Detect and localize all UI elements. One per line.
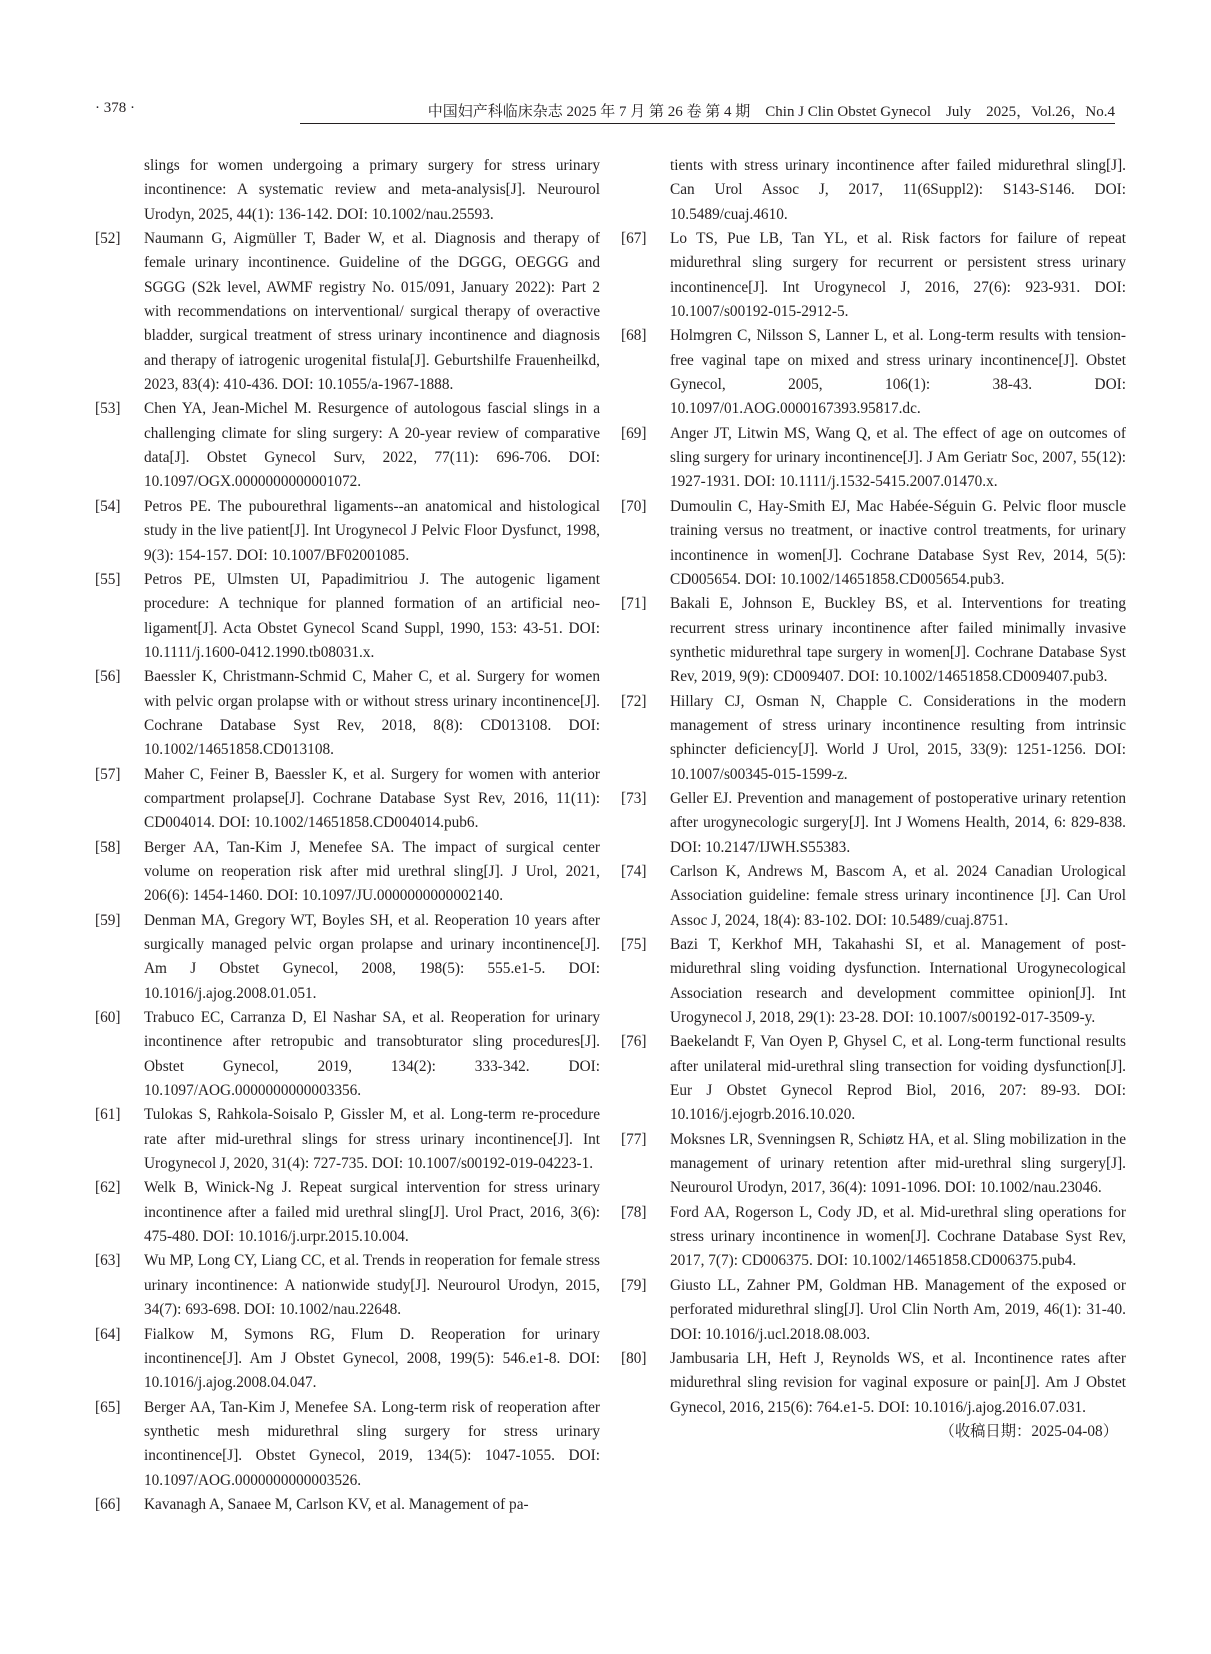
reference-number: [64]: [95, 1325, 121, 1343]
reference-entry: [95, 1006, 600, 1103]
reference-text: Fialkow M, Symons RG, Flum D. Reoperation for urinary incontinence[J]. Am J Obstet Gynecol, 2008, 199(5): 546.e1-8. DOI: 10.1016/j.ajog.2008.04.047.: [144, 1325, 600, 1392]
reference-text: Hillary CJ, Osman N, Chapple C. Considerations in the modern management of stress urinary incontinence resulting from intrinsic sphincter deficiency[J]. World J Urol, 2015, 33(9): 1251-1256. DOI: 10.1007/s00345-015-1599-z.: [670, 692, 1126, 783]
reference-text: Maher C, Feiner B, Baessler K, et al. Surgery for women with anterior compartment prolapse[J]. Cochrane Database Syst Rev, 2016, 11(11): CD004014. DOI: 10.1002/14651858.CD004014.pub6.: [144, 765, 600, 832]
reference-text: Ford AA, Rogerson L, Cody JD, et al. Mid-urethral sling operations for stress urinary incontinence in women[J]. Cochrane Database Syst Rev, 2017, 7(7): CD006375. DOI: 10.1002/14651858.CD006375.pub4.: [670, 1203, 1126, 1270]
reference-text: Moksnes LR, Svenningsen R, Schiøtz HA, et al. Sling mobilization in the management of urinary retention after mid-urethral sling surgery[J]. Neurourol Urodyn, 2017, 36(4): 1091-1096. DOI: 10.1002/nau.23046.: [670, 1130, 1126, 1197]
reference-number: [71]: [621, 595, 647, 613]
reference-number: [52]: [95, 230, 121, 248]
reference-number: [59]: [95, 911, 121, 929]
reference-entry: [621, 1030, 1126, 1127]
reference-number: [73]: [621, 789, 647, 807]
reference-number: [55]: [95, 570, 121, 588]
reference-text: Naumann G, Aigmüller T, Bader W, et al. Diagnosis and therapy of female urinary incontinence. Guideline of the DGGG, OEGGG and SGGG (S2k level, AWMF registry No. 015/091, January 2022): Part 2 with recommendations on interventional/ surgical therapy of overactive bladder, surgical treatment of stress urinary incontinence and diagnosis and therapy of iatrogenic urogenital fistula[J]. Geburtshilfe Frauenheilkd, 2023, 83(4): 410-436. DOI: 10.1055/a-1967-1888.: [144, 230, 600, 394]
reference-text: Bakali E, Johnson E, Buckley BS, et al. Interventions for treating recurrent stress urinary incontinence after failed minimally invasive synthetic midurethral tape surgery in women[J]. Cochrane Database Syst Rev, 2019, 9(9): CD009407. DOI: 10.1002/14651858.CD009407.pub3.: [670, 595, 1126, 686]
reference-number: [80]: [621, 1349, 647, 1367]
reference-entry: [621, 227, 1126, 324]
reference-text: Wu MP, Long CY, Liang CC, et al. Trends in reoperation for female stress urinary incontinence: A nationwide study[J]. Neurourol Urodyn, 2015, 34(7): 693-698. DOI: 10.1002/nau.22648.: [144, 1252, 600, 1319]
reference-entry: [621, 1201, 1126, 1274]
reference-text: Geller EJ. Prevention and management of postoperative urinary retention after urogynecologic surgery[J]. Int J Womens Health, 2014, 6: 829-838. DOI: 10.2147/IJWH.S55383.: [670, 789, 1126, 856]
reference-text: Giusto LL, Zahner PM, Goldman HB. Management of the exposed or perforated midurethral sling[J]. Urol Clin North Am, 2019, 46(1): 31-40. DOI: 10.1016/j.ucl.2018.08.003.: [670, 1276, 1126, 1343]
reference-number: [61]: [95, 1106, 121, 1124]
reference-entry: [621, 787, 1126, 860]
reference-entry: [95, 836, 600, 909]
reference-number: [75]: [621, 936, 647, 953]
reference-entry: [621, 422, 1126, 495]
reference-entry: [95, 397, 600, 494]
received-date: （收稿日期：2025-04-08）: [939, 1422, 1118, 1440]
reference-entry: [621, 1347, 1126, 1420]
reference-text: Baessler K, Christmann-Schmid C, Maher C, et al. Surgery for women with pelvic organ prolapse with or without stress urinary incontinence[J]. Cochrane Database Syst Rev, 2018, 8(8): CD013108. DOI: 10.1002/14651858.CD013108.: [144, 668, 600, 759]
reference-number: [79]: [621, 1276, 647, 1294]
reference-text: Welk B, Winick-Ng J. Repeat surgical intervention for stress urinary incontinence after a failed mid urethral sling[J]. Urol Pract, 2016, 3(6): 475-480. DOI: 10.1016/j.urpr.2015.10.004.: [144, 1179, 600, 1246]
reference-entry: [95, 665, 600, 762]
reference-text: Kavanagh A, Sanaee M, Carlson KV, et al. Management of pa-: [144, 1495, 529, 1513]
reference-entry: [95, 1249, 600, 1322]
reference-text: Dumoulin C, Hay-Smith EJ, Mac Habée-Séguin G. Pelvic floor muscle training versus no treatment, or inactive control treatments, for urinary incontinence in women[J]. Cochrane Database Syst Rev, 2014, 5(5): CD005654. DOI: 10.1002/14651858.CD005654.pub3.: [670, 497, 1126, 588]
reference-text: Tulokas S, Rahkola-Soisalo P, Gissler M, et al. Long-term re-procedure rate after mid-urethral slings for stress urinary incontinence[J]. Int Urogynecol J, 2020, 31(4): 727-735. DOI: 10.1007/s00192-019-04223-1.: [144, 1106, 600, 1173]
reference-entry: [95, 1323, 600, 1396]
reference-text: Bazi T, Kerkhof MH, Takahashi SI, et al. Management of post-midurethral sling voiding dysfunction. International Urogynecological Association research and development committee opinion[J]. Int Urogynecol J, 2018, 29(1): 23-28. DOI: 10.1007/s00192-017-3509-y.: [670, 936, 1126, 1027]
reference-number: [76]: [621, 1033, 647, 1051]
reference-number: [70]: [621, 497, 647, 515]
reference-number: [58]: [95, 838, 121, 856]
reference-number: [72]: [621, 692, 647, 710]
header-rule: [300, 123, 1115, 124]
reference-entry: [95, 1176, 600, 1249]
reference-number: [74]: [621, 862, 647, 880]
running-header: [95, 100, 1115, 124]
reference-entry: [621, 495, 1126, 592]
reference-entry: [621, 690, 1126, 787]
reference-text: Trabuco EC, Carranza D, El Nashar SA, et al. Reoperation for urinary incontinence after retropubic and transobturator sling procedures[J]. Obstet Gynecol, 2019, 134(2): 333-342. DOI: 10.1097/AOG.0000000000003356.: [144, 1009, 600, 1100]
reference-number: [67]: [621, 230, 647, 248]
reference-entry: [95, 568, 600, 665]
reference-entry: [621, 1128, 1126, 1201]
reference-text: Baekelandt F, Van Oyen P, Ghysel C, et al. Long-term functional results after unilateral mid-urethral sling transection for voiding dysfunction[J]. Eur J Obstet Gynecol Reprod Biol, 2016, 207: 89-93. DOI: 10.1016/j.ejogrb.2016.10.020.: [670, 1033, 1126, 1124]
reference-entry: [95, 763, 600, 836]
reference-continuation: [621, 154, 1126, 227]
reference-text: tients with stress urinary incontinence after failed midurethral sling[J]. Can Urol Assoc J, 2017, 11(6Suppl2): S143-S146. DOI: 10.5489/cuaj.4610.: [670, 157, 1126, 223]
reference-entry: [621, 860, 1126, 933]
reference-number: [54]: [95, 497, 121, 515]
reference-number: [65]: [95, 1398, 121, 1416]
reference-number: [66]: [95, 1495, 121, 1513]
reference-text: Berger AA, Tan-Kim J, Menefee SA. Long-term risk of reoperation after synthetic mesh midurethral sling surgery for stress urinary incontinence[J]. Obstet Gynecol, 2019, 134(5): 1047-1055. DOI: 10.1097/AOG.0000000000003526.: [144, 1398, 600, 1489]
reference-number: [60]: [95, 1009, 121, 1027]
reference-number: [69]: [621, 424, 647, 442]
reference-text: Chen YA, Jean-Michel M. Resurgence of autologous fascial slings in a challenging climate for sling surgery: A 20-year review of comparative data[J]. Obstet Gynecol Surv, 2022, 77(11): 696-706. DOI: 10.1097/OGX.0000000000001072.: [144, 400, 600, 491]
right-column: [621, 154, 1126, 1444]
reference-number: [56]: [95, 668, 121, 686]
reference-text: Denman MA, Gregory WT, Boyles SH, et al. Reoperation 10 years after surgically managed pelvic organ prolapse and urinary incontinence[J]. Am J Obstet Gynecol, 2008, 198(5): 555.e1-5. DOI: 10.1016/j.ajog.2008.01.051.: [144, 911, 600, 1002]
reference-text: Jambusaria LH, Heft J, Reynolds WS, et al. Incontinence rates after midurethral sling revision for vaginal exposure or pain[J]. Am J Obstet Gynecol, 2016, 215(6): 764.e1-5. DOI: 10.1016/j.ajog.2016.07.031.: [670, 1349, 1126, 1416]
reference-text: Berger AA, Tan-Kim J, Menefee SA. The impact of surgical center volume on reoperation risk after mid urethral sling[J]. J Urol, 2021, 206(6): 1454-1460. DOI: 10.1097/JU.0000000000002140.: [144, 838, 600, 905]
reference-text: Carlson K, Andrews M, Bascom A, et al. 2024 Canadian Urological Association guideline: female stress urinary incontinence [J]. Can Urol Assoc J, 2024, 18(4): 83-102. DOI: 10.5489/cuaj.8751.: [670, 862, 1126, 929]
reference-number: [77]: [621, 1130, 647, 1148]
reference-entry: [621, 324, 1126, 421]
reference-entry: [95, 1103, 600, 1176]
reference-entry: [95, 1396, 600, 1493]
reference-text: Holmgren C, Nilsson S, Lanner L, et al. Long-term results with tension-free vaginal tape on mixed and stress urinary incontinence[J]. Obstet Gynecol, 2005, 106(1): 38-43. DOI: 10.1097/01.AOG.0000167393.95817.dc.: [670, 327, 1126, 418]
reference-entry: [621, 933, 1126, 1030]
reference-number: [53]: [95, 400, 121, 418]
reference-entry: [621, 1274, 1126, 1347]
reference-entry: [621, 592, 1126, 689]
reference-number: [68]: [621, 327, 647, 345]
journal-citation-line: 中国妇产科临床杂志 2025 年 7 月 第 26 卷 第 4 期 Chin J Clin Obstet Gynecol July 2025，Vol.26，No.4: [427, 104, 1115, 120]
reference-number: [62]: [95, 1179, 121, 1197]
reference-entry: [95, 227, 600, 397]
reference-number: [63]: [95, 1252, 121, 1270]
reference-number: [57]: [95, 765, 121, 783]
reference-text: Petros PE, Ulmsten UI, Papadimitriou J. The autogenic ligament procedure: A technique for planned formation of an artificial neo-ligament[J]. Acta Obstet Gynecol Scand Suppl, 1990, 153: 43-51. DOI: 10.1111/j.1600-0412.1990.tb08031.x.: [144, 570, 600, 661]
reference-continuation: [95, 154, 600, 227]
reference-text: Petros PE. The pubourethral ligaments--an anatomical and histological study in the live patient[J]. Int Urogynecol J Pelvic Floor Dysfunct, 1998, 9(3): 154-157. DOI: 10.1007/BF02001085.: [144, 497, 600, 564]
reference-text: slings for women undergoing a primary surgery for stress urinary incontinence: A systematic review and meta-analysis[J]. Neurourol Urodyn, 2025, 44(1): 136-142. DOI: 10.1002/nau.25593.: [144, 157, 600, 223]
reference-number: [78]: [621, 1203, 647, 1221]
reference-entry: [95, 1493, 600, 1517]
reference-text: Anger JT, Litwin MS, Wang Q, et al. The effect of age on outcomes of sling surgery for urinary incontinence[J]. J Am Geriatr Soc, 2007, 55(12): 1927-1931. DOI: 10.1111/j.1532-5415.2007.01470.x.: [670, 424, 1126, 491]
left-column: [95, 154, 600, 1517]
reference-entry: [95, 909, 600, 1006]
page-number: · 378 ·: [95, 100, 135, 116]
reference-entry: [95, 495, 600, 568]
reference-text: Lo TS, Pue LB, Tan YL, et al. Risk factors for failure of repeat midurethral sling surgery for recurrent or persistent stress urinary incontinence[J]. Int Urogynecol J, 2016, 27(6): 923-931. DOI: 10.1007/s00192-015-2912-5.: [670, 230, 1126, 321]
